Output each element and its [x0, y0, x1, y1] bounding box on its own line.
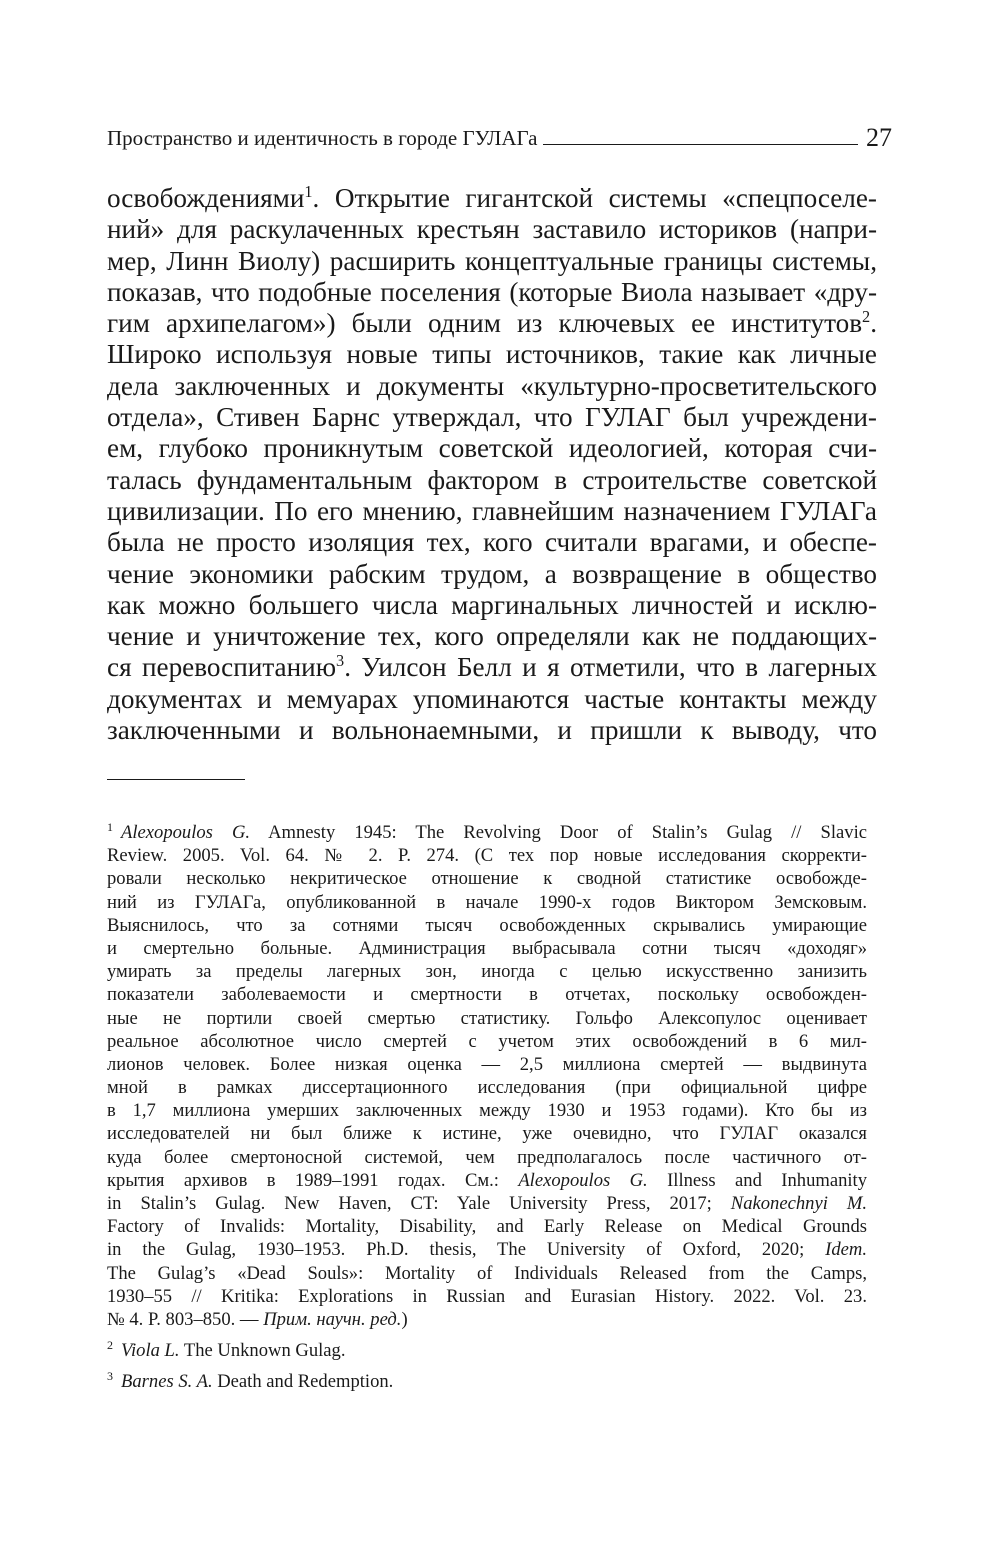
footnote-3: $^3$ Barnes S. A. Death and Redemption.	[107, 1369, 394, 1393]
text-line: ся перевоспитанию$^3$. Уилсон Белл и я отметили, что в лагерных	[107, 651, 877, 683]
footnote-mark: 1	[107, 819, 113, 834]
page-number: 27	[866, 123, 892, 152]
footnote-line: ровали несколько некритическое отношение к сводной статистике освобожде-	[107, 868, 867, 890]
footnote-line: in the Gulag, 1930–1953. Ph.D. thesis, The University of Oxford, 2020; Idem.	[107, 1239, 867, 1261]
footnote-1	[107, 821, 867, 1331]
footnote-line: куда более смертоносной системой, чем предполагалось после частичного от-	[107, 1146, 867, 1168]
text-line: чение и уничтожение тех, кого определяли как не поддающих-	[107, 621, 877, 652]
footnote-line: и смертельно больные. Администрация выбрасывала сотни тысяч «доходяг»	[107, 937, 867, 959]
footnote-line: ные не портили своей смертью статистику. Гольфо Алексопулос оценивает	[107, 1007, 867, 1029]
text-line: отдела», Стивен Барнс утверждал, что ГУЛАГ был учреждени-	[107, 402, 877, 433]
footnote-line: исследователей ни был ближе к истине, уже очевидно, что ГУЛАГ оказался	[107, 1123, 867, 1145]
footnote-line: Factory of Invalids: Mortality, Disability, and Early Release on Medical Grounds	[107, 1216, 867, 1238]
text-line: Широко используя новые типы источников, такие как личные	[107, 339, 877, 370]
text-line: ний» для раскулаченных крестьян заставило историков (напри-	[107, 214, 877, 245]
text-line: чение экономики рабским трудом, а возвращение в общество	[107, 558, 877, 589]
footnote-line: in Stalin’s Gulag. New Haven, CT: Yale University Press, 2017; Nakonechnyi M.	[107, 1193, 867, 1214]
text-line: дела заключенных и документы «культурно-просветительского	[107, 370, 877, 401]
footnote-line: мной в рамках диссертационного исследования (при официальной цифре	[107, 1077, 867, 1099]
text-line: освобождениями$^1$. Открытие гигантской системы «спецпоселе-	[107, 181, 877, 213]
text-line: цивилизации. По его мнению, главнейшим назначением ГУЛАГа	[107, 495, 877, 526]
footnote-line: The Gulag’s «Dead Souls»: Mortality of Individuals Released from the Camps,	[107, 1262, 867, 1284]
footnote-line: реальное абсолютное число смертей с учетом этих освобождений в 6 мил-	[107, 1030, 867, 1052]
footnote-line: 1930–55 // Kritika: Explorations in Russian and Eurasian History. 2022. Vol. 23.	[107, 1285, 867, 1307]
footnote-line: Review. 2005. Vol. 64. № 2. P. 274. (С тех пор новые исследования скорректи-	[107, 845, 867, 867]
text-line: была не просто изоляция тех, кого считали врагами, и обеспе-	[107, 527, 877, 558]
footnote-mark: 3	[107, 1369, 113, 1384]
footnote-line: ний из ГУЛАГа, опубликованной в начале 1990-х годов Виктором Земсковым.	[107, 891, 867, 913]
text-line: показав, что подобные поселения (которые Виола называет «дру-	[107, 276, 877, 307]
text-line: талась фундаментальным фактором в строительстве советской	[107, 464, 877, 495]
text-line: заключенными и вольнонаемными, и пришли к выводу, что	[107, 715, 877, 746]
header-rule	[543, 144, 858, 145]
text-line: как можно большего числа маргинальных личностей и исклю-	[107, 589, 877, 620]
footnote-line: лионов человек. Более низкая оценка — 2,5 миллиона смертей — выдвинута	[107, 1053, 867, 1075]
text-line: документах и мемуарах упоминаются частые контакты между	[107, 683, 877, 714]
footnote-separator	[107, 779, 245, 780]
text-line: мер, Линн Виолу) расширить концептуальные границы системы,	[107, 245, 877, 276]
footnote-2: $^2$ Viola L. The Unknown Gulag.	[107, 1337, 346, 1362]
footnote-mark: 2	[107, 1337, 113, 1352]
footnote-line: $^1$ Alexopoulos G. Amnesty 1945: The Revolving Door of Stalin’s Gulag // Slavic	[107, 819, 867, 843]
footnote-line: Выяснилось, что за сотнями тысяч освобожденных скрывались умирающие	[107, 914, 867, 936]
footnote-line: в 1,7 миллиона умерших заключенных между 1930 и 1953 годами). Кто бы из	[107, 1100, 867, 1122]
footnote-line: умирать за пределы лагерных зон, иногда с целью искусственно занизить	[107, 961, 867, 983]
footnotes	[107, 821, 867, 1394]
running-title: Пространство и идентичность в городе ГУЛАГа	[107, 126, 538, 150]
footnote-line: показатели заболеваемости и смертности в отчетах, поскольку освобожден-	[107, 984, 867, 1006]
text-line: ем, глубоко проникнутым советской идеологией, которая счи-	[107, 433, 877, 464]
footnote-line: № 4. P. 803–850. — Прим. научн. ред.)	[107, 1308, 408, 1330]
footnote-ref: 1	[304, 181, 313, 201]
footnote-line: крытия архивов в 1989–1991 годах. См.: Alexopoulos G. Illness and Inhumanity	[107, 1169, 868, 1191]
main-text	[107, 183, 877, 746]
footnote-ref: 2	[862, 307, 871, 327]
text-line: гим архипелагом») были одним из ключевых ее институтов$^2$.	[107, 307, 877, 339]
running-header	[107, 115, 892, 151]
footnote-ref: 3	[336, 651, 345, 671]
